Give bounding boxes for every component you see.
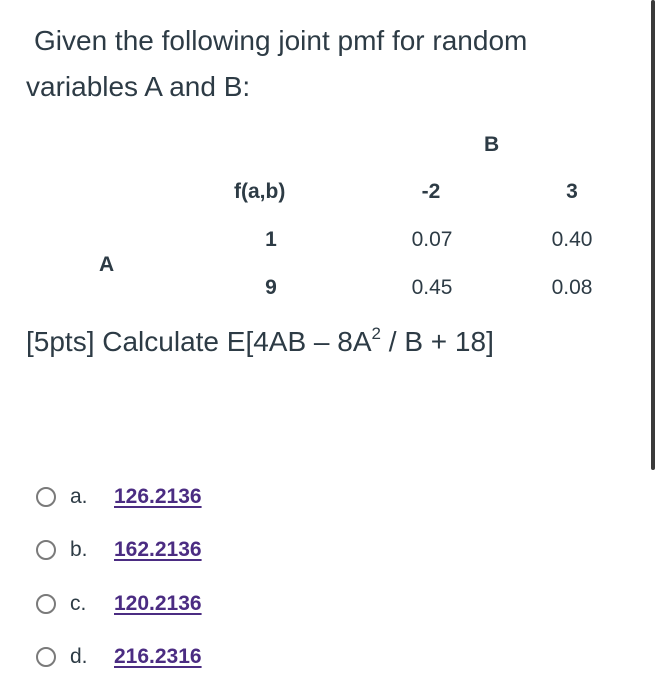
question-text: [26, 18, 616, 110]
radio-button[interactable]: [36, 487, 56, 507]
option-value[interactable]: 126.2136: [114, 484, 202, 508]
column-variable-label: B: [484, 133, 500, 156]
table-cell: 0.40: [551, 228, 593, 251]
radio-button[interactable]: [36, 540, 56, 560]
table-cell: 0.08: [551, 276, 593, 299]
option-letter: b.: [70, 538, 88, 562]
option-value[interactable]: 162.2136: [114, 538, 202, 562]
row-header-a2: 9: [265, 276, 277, 299]
prompt-prefix: [5pts] Calculate E[4AB – 8A: [26, 326, 372, 357]
answer-option-d[interactable]: [36, 631, 202, 685]
column-header-b1: -2: [421, 180, 441, 203]
prompt-suffix: / B + 18]: [381, 326, 494, 357]
option-value[interactable]: 216.2316: [114, 645, 202, 669]
row-variable-label: A: [99, 253, 115, 276]
question-line-2: variables A and B:: [26, 71, 251, 102]
answer-options: [36, 470, 202, 684]
answer-option-b[interactable]: [36, 524, 202, 578]
row-header-a1: 1: [265, 228, 277, 251]
radio-button[interactable]: [36, 594, 56, 614]
column-header-b2: 3: [566, 180, 578, 203]
table-cell: 0.45: [411, 276, 453, 299]
option-letter: a.: [70, 484, 88, 508]
table-corner-label: f(a,b): [234, 180, 286, 203]
table-cell: 0.07: [411, 228, 453, 251]
radio-button[interactable]: [36, 647, 56, 667]
scrollbar[interactable]: [651, 0, 655, 470]
option-letter: d.: [70, 645, 88, 669]
prompt-exponent: 2: [371, 324, 381, 343]
option-value[interactable]: 120.2136: [114, 591, 202, 615]
option-letter: c.: [70, 591, 87, 615]
answer-option-c[interactable]: [36, 577, 202, 631]
answer-option-a[interactable]: [36, 470, 202, 524]
question-line-1: Given the following joint pmf for random: [34, 25, 528, 56]
calculation-prompt: [26, 320, 494, 364]
